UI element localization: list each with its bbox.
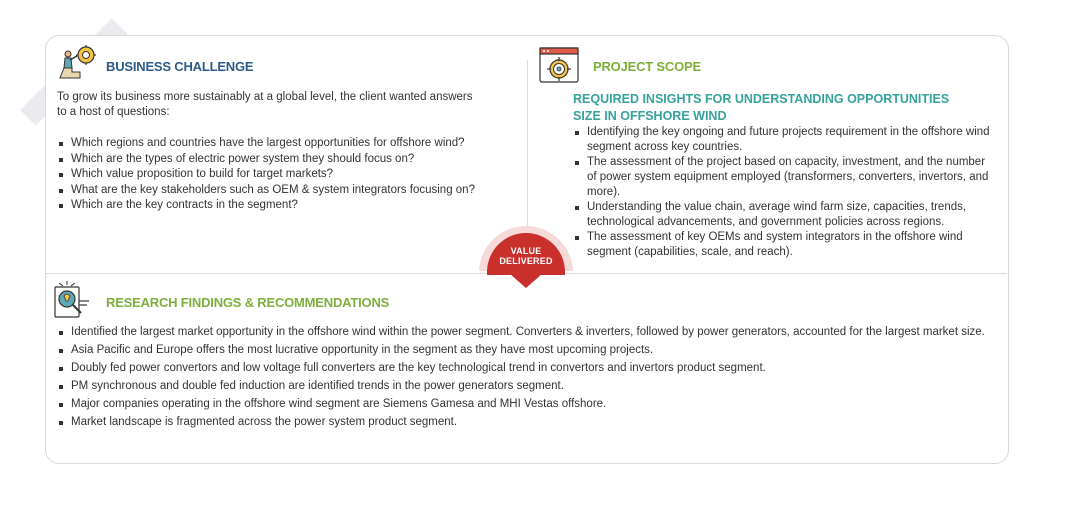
list-item: Understanding the value chain, average wind farm size, capacities, trends, technological advancements, and government policies across regions. bbox=[573, 200, 993, 230]
research-findings-title: RESEARCH FINDINGS & RECOMMENDATIONS bbox=[106, 295, 390, 310]
list-item: Market landscape is fragmented across the power system product segment. bbox=[57, 415, 997, 430]
research-findings-items bbox=[57, 325, 997, 433]
list-item: Doubly fed power convertors and low voltage full converters are the key technological trend in convertors and invertors product segment. bbox=[57, 361, 997, 376]
business-challenge-intro: To grow its business more sustainably at a global level, the client wanted answers to a host of questions: bbox=[57, 91, 473, 118]
project-scope-items bbox=[573, 125, 993, 260]
business-challenge-title: BUSINESS CHALLENGE bbox=[106, 59, 254, 74]
list-item: The assessment of key OEMs and system integrators in the offshore wind segment (capabilities, scale, and reach). bbox=[573, 230, 993, 260]
project-scope-title: PROJECT SCOPE bbox=[593, 59, 701, 74]
list-item: Major companies operating in the offshore wind segment are Siemens Gamesa and MHI Vestas offshore. bbox=[57, 397, 997, 412]
project-scope-subtitle: REQUIRED INSIGHTS FOR UNDERSTANDING OPPORTUNITIES SIZE IN OFFSHORE WIND bbox=[573, 92, 950, 123]
climber-gear-icon bbox=[58, 44, 98, 80]
business-challenge-questions bbox=[57, 136, 517, 214]
lightbulb-document-icon bbox=[51, 281, 91, 319]
list-item: Which are the key contracts in the segment? bbox=[57, 198, 517, 214]
value-delivered-label bbox=[487, 246, 565, 266]
value-delivered-line2: DELIVERED bbox=[499, 256, 553, 266]
list-item: What are the key stakeholders such as OEM & system integrators focusing on? bbox=[57, 183, 517, 199]
list-item: Identifying the key ongoing and future projects requirement in the offshore wind segment across key countries. bbox=[573, 125, 993, 155]
list-item: Identified the largest market opportunity in the offshore wind within the power segment. Converters & inverters, followed by power generators, accounted for the largest market size. bbox=[57, 325, 997, 340]
list-item: PM synchronous and double fed induction are identified trends in the power generators segment. bbox=[57, 379, 997, 394]
list-item: Which regions and countries have the largest opportunities for offshore wind? bbox=[57, 136, 517, 152]
browser-target-icon bbox=[539, 47, 579, 83]
list-item: The assessment of the project based on capacity, investment, and the number of power system equipment employed (transformers, converters, invertors, and more). bbox=[573, 155, 993, 200]
value-delivered-line1: VALUE bbox=[510, 246, 542, 256]
list-item: Asia Pacific and Europe offers the most lucrative opportunity in the segment as they have most upcoming projects. bbox=[57, 343, 997, 358]
list-item: Which are the types of electric power system they should focus on? bbox=[57, 152, 517, 168]
list-item: Which value proposition to build for target markets? bbox=[57, 167, 517, 183]
value-delivered-arrow bbox=[510, 274, 542, 288]
